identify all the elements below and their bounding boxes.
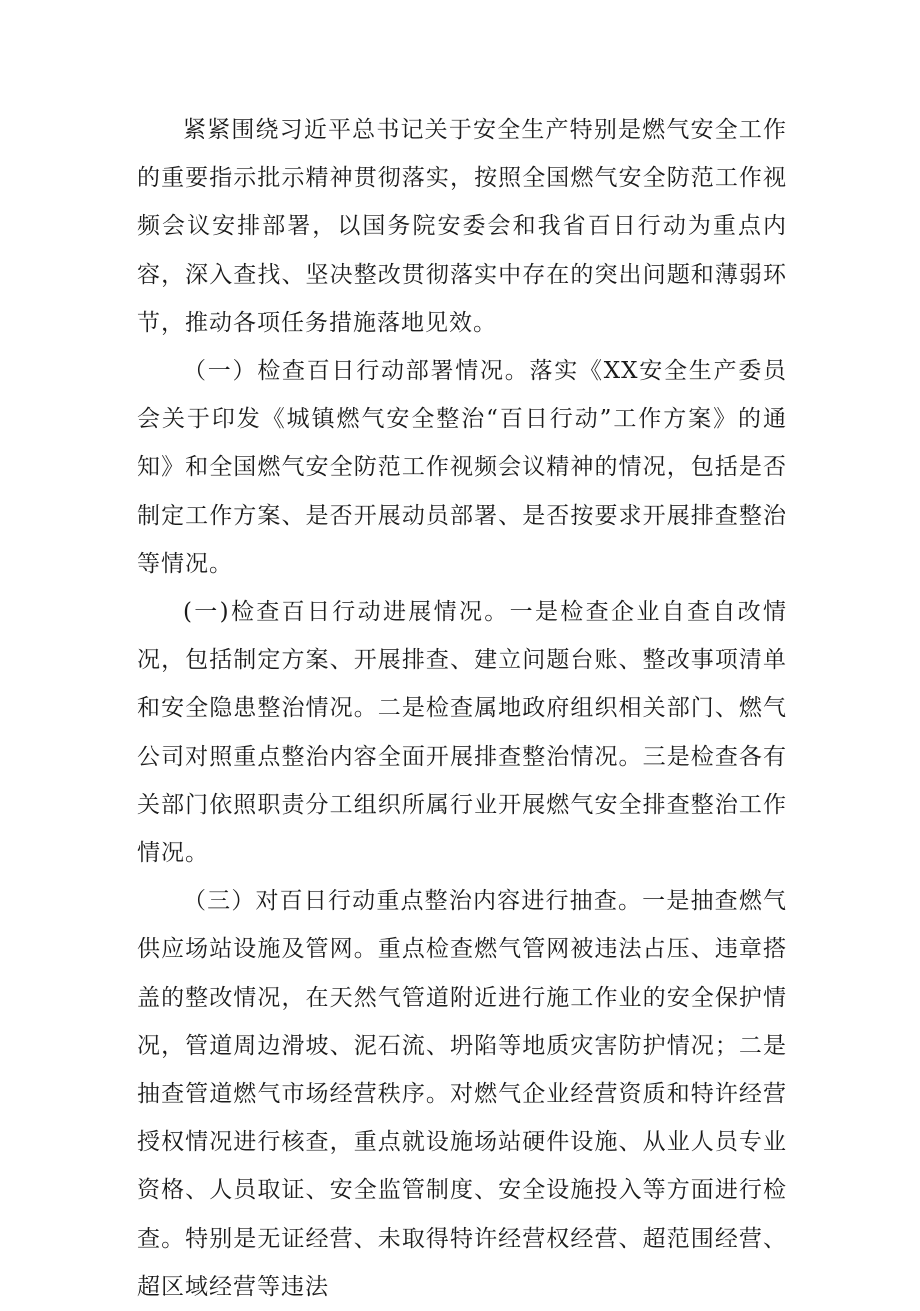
paragraph-section-2: (一)检查百日行动进展情况。一是检查企业自查自改情况，包括制定方案、开展排查、建立问题台账、整改事项清单和安全隐患整治情况。二是检查属地政府组织相关部门、燃气公司对照重点整治内容全面开展排查整治情况。三是检查各有关部门依照职责分工组织所属行业开展燃气安全排查整治工作情况。 [137,599,787,867]
paragraph-section-3: （三）对百日行动重点整治内容进行抽查。一是抽查燃气供应场站设施及管网。重点检查燃气管网被违法占压、违章搭盖的整改情况，在天然气管道附近进行施工作业的安全保护情况，管道周边滑坡、泥石流、坍陷等地质灾害防护情况；二是抽查管道燃气市场经营秩序。对燃气企业经营资质和特许经营授权情况进行核查，重点就设施场站硬件设施、从业人员专业资格、人员取证、安全监管制度、安全设施投入等方面进行检查。特别是无证经营、未取得特许经营权经营、超范围经营、超区域经营等违法 [137,888,787,1300]
document-body [137,106,787,1311]
paragraph-intro: 紧紧围绕习近平总书记关于安全生产特别是燃气安全工作的重要指示批示精神贯彻落实，按照全国燃气安全防范工作视频会议安排部署，以国务院安委会和我省百日行动为重点内容，深入查找、坚决整改贯彻落实中存在的突出问题和薄弱环节，推动各项任务措施落地见效。 [137,117,787,336]
paragraph-section-1: （一）检查百日行动部署情况。落实《XX安全生产委员会关于印发《城镇燃气安全整治“百日行动”工作方案》的通知》和全国燃气安全防范工作视频会议精神的情况，包括是否制定工作方案、是否开展动员部署、是否按要求开展排查整治等情况。 [137,358,787,577]
